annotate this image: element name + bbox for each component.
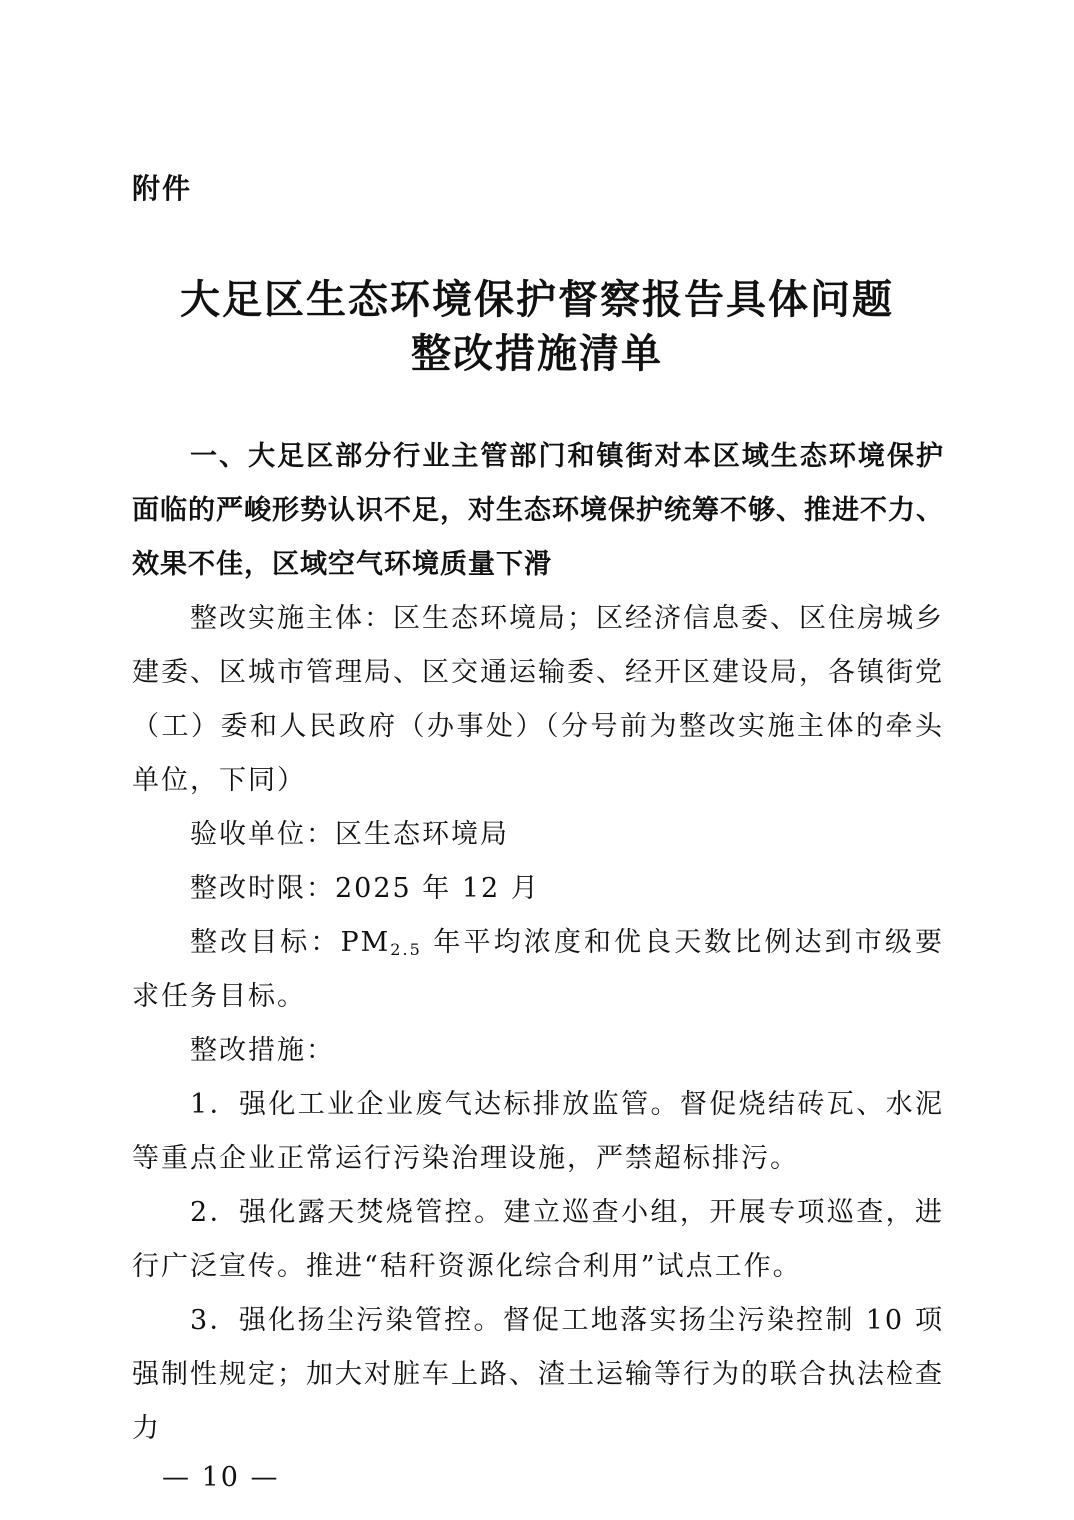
document-title-line-2: 整改措施清单 <box>411 330 663 377</box>
attachment-label: 附件 <box>132 172 193 205</box>
document-body <box>132 430 944 1456</box>
target-suffix: 年平均浓度和优良天数比例达到市级要求任务目标。 <box>132 927 944 1012</box>
target-subscript: 2.5 <box>390 940 422 959</box>
acceptance-unit: 验收单位：区生态环境局 <box>190 819 509 850</box>
page-number: — 10 — <box>162 1462 280 1493</box>
target-prefix: 整改目标：PM <box>190 927 391 958</box>
measure-item-3: 3．强化扬尘污染管控。督促工地落实扬尘污染控制 10 项强制性规定；加大对脏车上路、渣土运输等行为的联合执法检查力 <box>132 1305 944 1444</box>
measures-label: 整改措施： <box>190 1035 335 1066</box>
deadline: 整改时限：2025 年 12 月 <box>190 873 540 904</box>
measure-item-2: 2．强化露天焚烧管控。建立巡查小组，开展专项巡查，进行广泛宣传。推进“秸秆资源化综合利用”试点工作。 <box>132 1197 944 1282</box>
target <box>132 916 944 1024</box>
measure-item-1: 1．强化工业企业废气达标排放监管。督促烧结砖瓦、水泥等重点企业正常运行污染治理设施，严禁超标排污。 <box>132 1089 944 1174</box>
document-title-line-1: 大足区生态环境保护督察报告具体问题 <box>180 276 894 323</box>
section-heading: 一、大足区部分行业主管部门和镇街对本区域生态环境保护面临的严峻形势认识不足，对生态环境保护统筹不够、推进不力、效果不佳，区域空气环境质量下滑 <box>132 441 944 580</box>
responsible-units: 整改实施主体：区生态环境局；区经济信息委、区住房城乡建委、区城市管理局、区交通运输委、经开区建设局，各镇街党（工）委和人民政府（办事处）（分号前为整改实施主体的牵头单位，下同） <box>132 603 944 796</box>
